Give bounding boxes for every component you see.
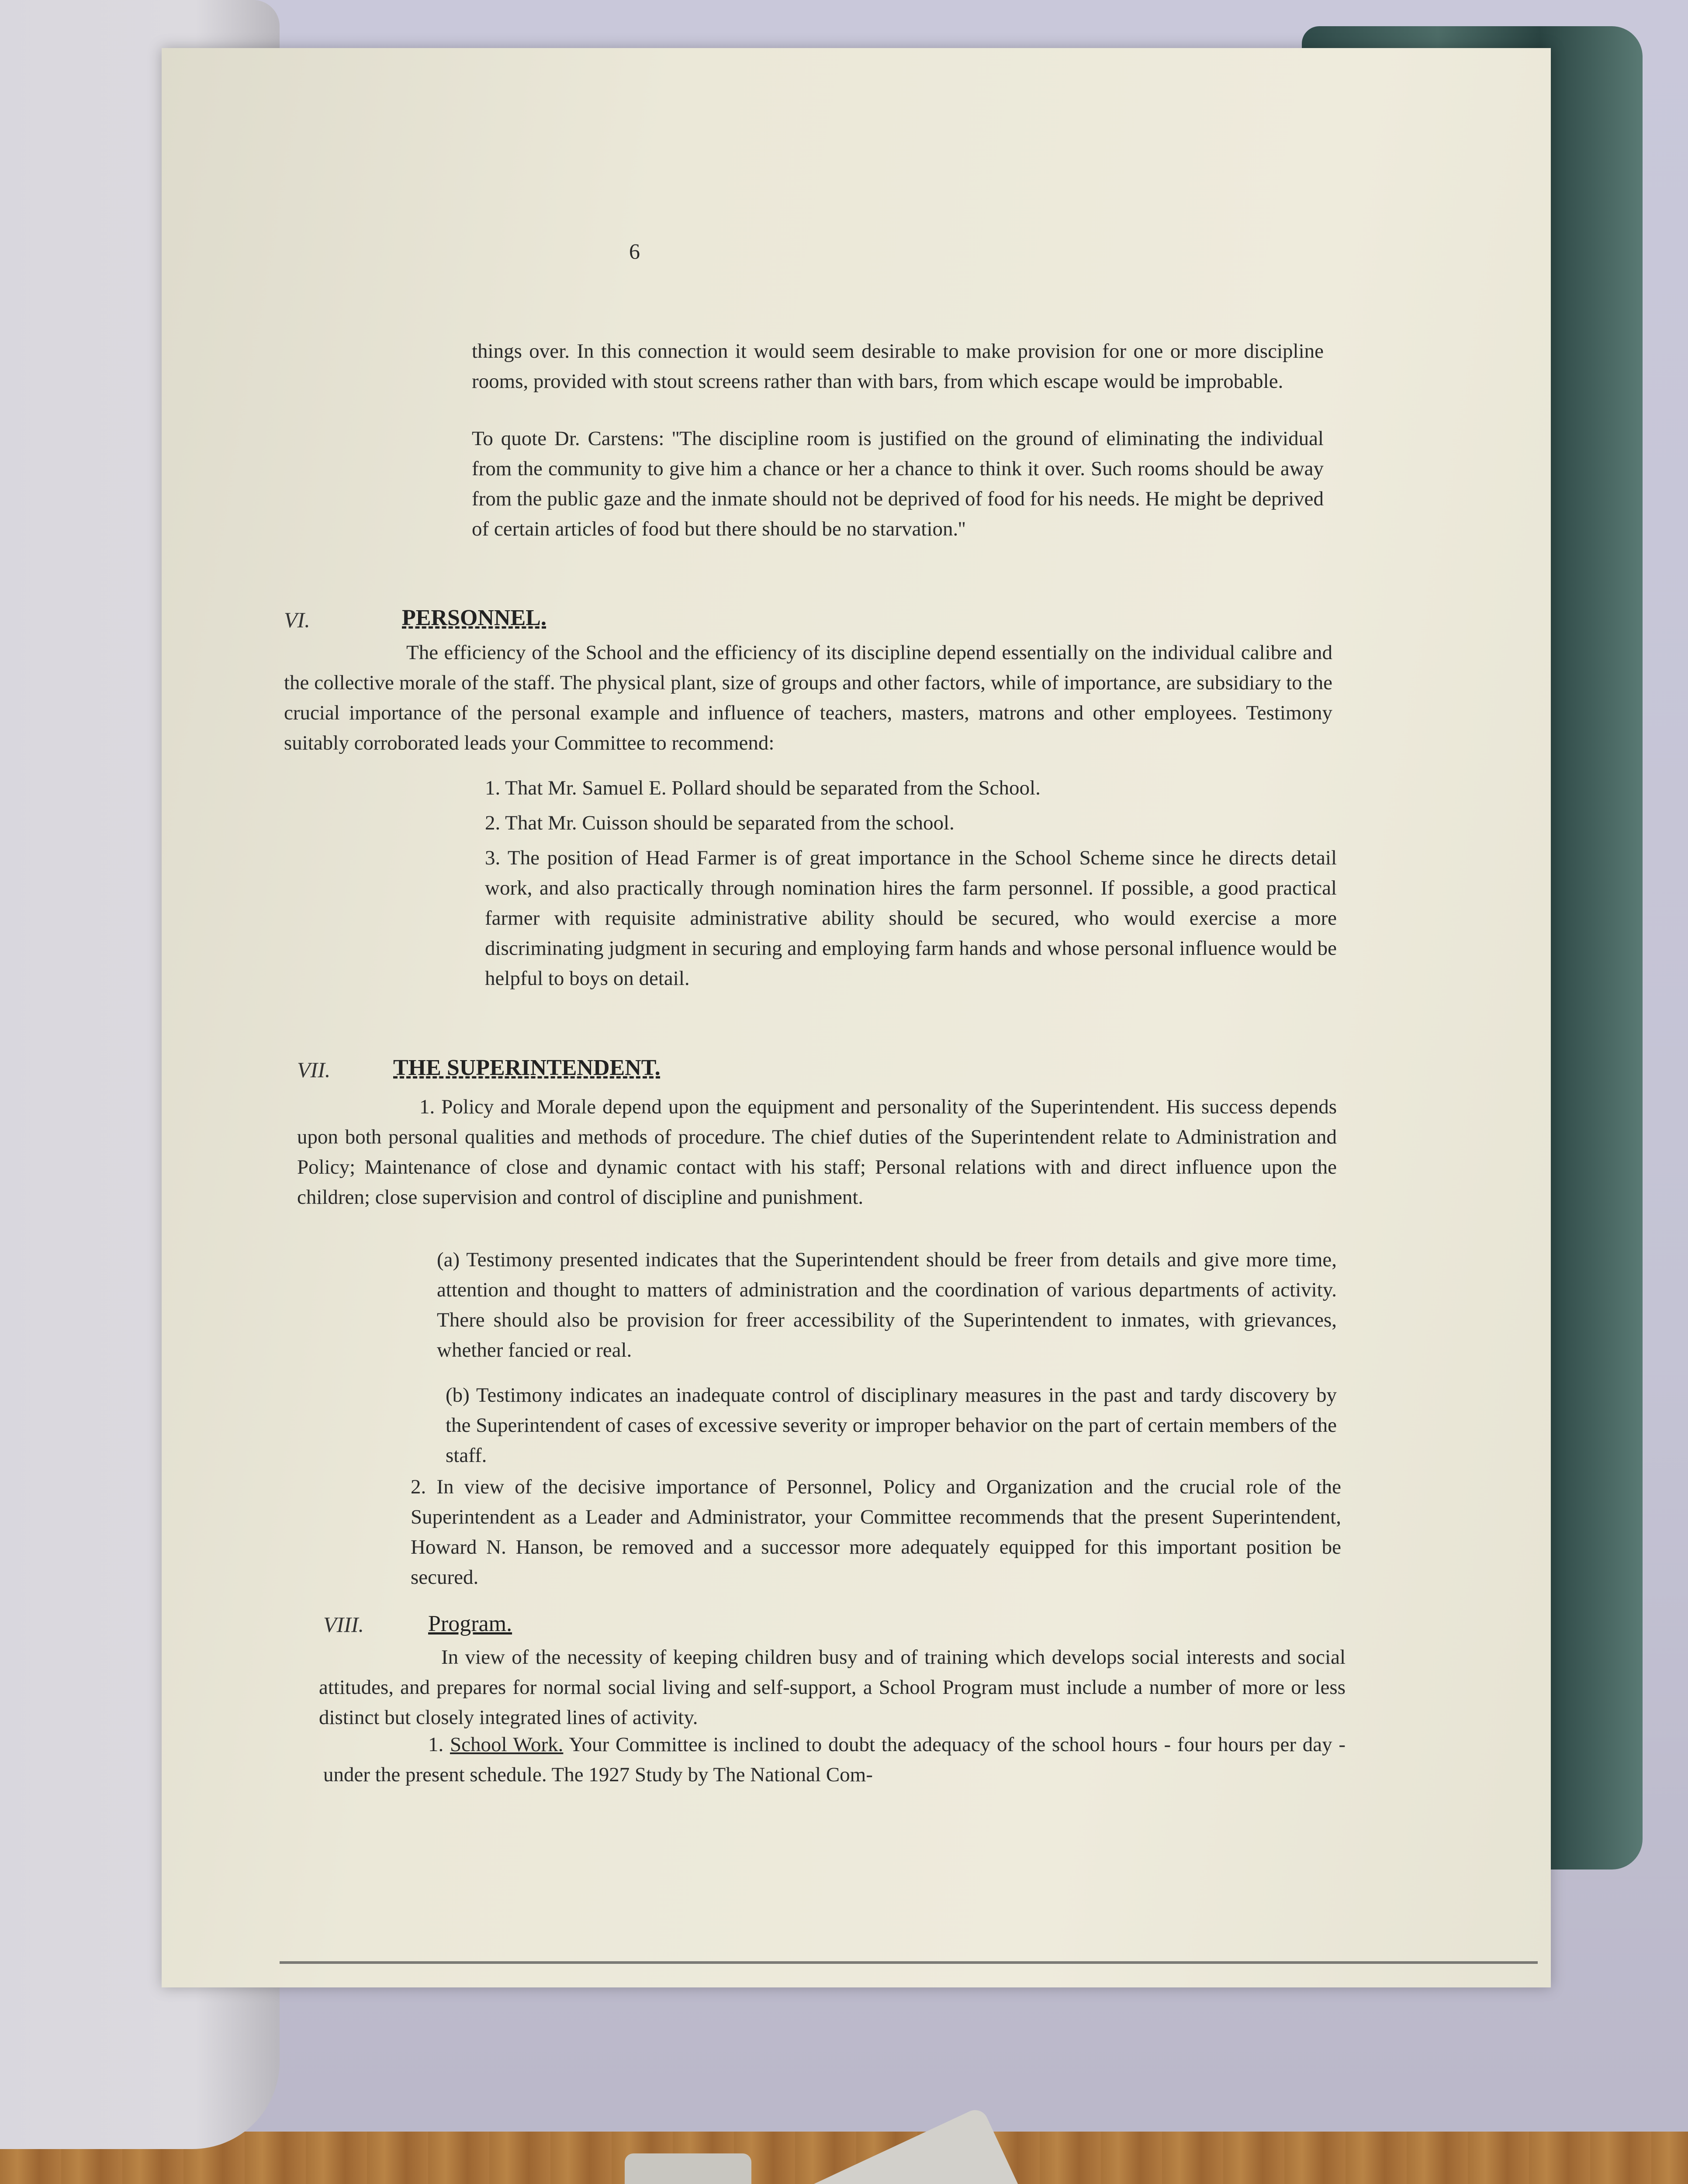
section-7-para-1: 1. Policy and Morale depend upon the equipment and personality of the Superintendent. His success depends upon both personal qualities and methods of procedure. The chief duties of the Superintendent relate to Administration and Policy; Maintenance of close and dynamic contact with his staff; Personal relations with and direct influence upon the children; close supervision and control of discipline and punishment. — [297, 1095, 1337, 1209]
section-7-item-a: (a) Testimony presented indicates that the Superintendent should be freer from details and give more time, attention and thought to matters of administration and the coordination of various departments of activity. There should also be provision for freer accessibility of the Superintendent to inmates, with grievances, whether fancied or real. — [437, 1248, 1337, 1362]
paper-tab — [625, 2153, 751, 2184]
paragraph-intro: things over. In this connection it would seem desirable to make provision for one or more discipline rooms, provided with stout screens rather than with bars, from which escape would be improbable. — [472, 340, 1324, 393]
recommendation-3: 3. The position of Head Farmer is of great importance in the School Scheme since he directs detail work, and also practically through nomination hires the farm personnel. If possible, a good practical farmer with requisite administrative ability should be secured, who would exercise a more discriminating judgment in securing and employing farm hands and whose personal influence would be helpful to boys on detail. — [485, 847, 1337, 990]
section-8-para-1: In view of the necessity of keeping children busy and of training which develops social interests and social attitudes, and prepares for normal social living and self-support, a School Program must include a number of more or less distinct but closely integrated lines of activity. — [319, 1646, 1346, 1729]
section-8-para-2 — [323, 1730, 1346, 1790]
para-2-text: Your Committee is inclined to doubt the adequacy of the school hours - four hours per day - under the present schedule. The 1927 Study by The National Com- — [323, 1733, 1346, 1786]
section-7-item-b: (b) Testimony indicates an inadequate control of disciplinary measures in the past and tardy discovery by the Superintendent of cases of excessive severity or improper behavior on the part of certain members of the staff. — [446, 1384, 1337, 1467]
section-6-intro: The efficiency of the School and the efficiency of its discipline depend essentially on the individual calibre and the collective morale of the staff. The physical plant, size of groups and other factors, while of importance, are subsidiary to the crucial importance of the personal example and influence of teachers, masters, matrons and other employees. Testimony suitably corroborated leads your Committee to recommend: — [284, 641, 1332, 754]
school-work-label: School Work. — [450, 1733, 564, 1756]
page-rule — [280, 1961, 1538, 1964]
recommendation-2: 2. That Mr. Cuisson should be separated from the school. — [485, 812, 955, 834]
recommendation-1: 1. That Mr. Samuel E. Pollard should be separated from the School. — [485, 777, 1041, 799]
section-6-number: VI. — [284, 608, 310, 632]
paragraph-quote: To quote Dr. Carstens: ''The discipline room is justified on the ground of eliminating the individual from the community to give him a chance or her a chance to think it over. Such rooms should be away from the public gaze and the inmate should not be deprived of food for his needs. He might be deprived of certain articles of food but there should be no starvation.'' — [472, 427, 1324, 540]
section-7-number: VII. — [297, 1057, 331, 1082]
section-8-title: Program. — [428, 1611, 512, 1636]
para-2-number: 1. — [428, 1733, 444, 1756]
section-8-number: VIII. — [323, 1612, 364, 1637]
page-number: 6 — [629, 239, 640, 263]
section-6-title: PERSONNEL. — [402, 605, 547, 630]
section-7-para-2: 2. In view of the decisive importance of Personnel, Policy and Organization and the crucial role of the Superintendent as a Leader and Administrator, your Committee recommends that the present Superintendent, Howard N. Hanson, be removed and a successor more adequately equipped for this important position be secured. — [411, 1476, 1341, 1589]
section-7-title: THE SUPERINTENDENT. — [393, 1055, 661, 1080]
